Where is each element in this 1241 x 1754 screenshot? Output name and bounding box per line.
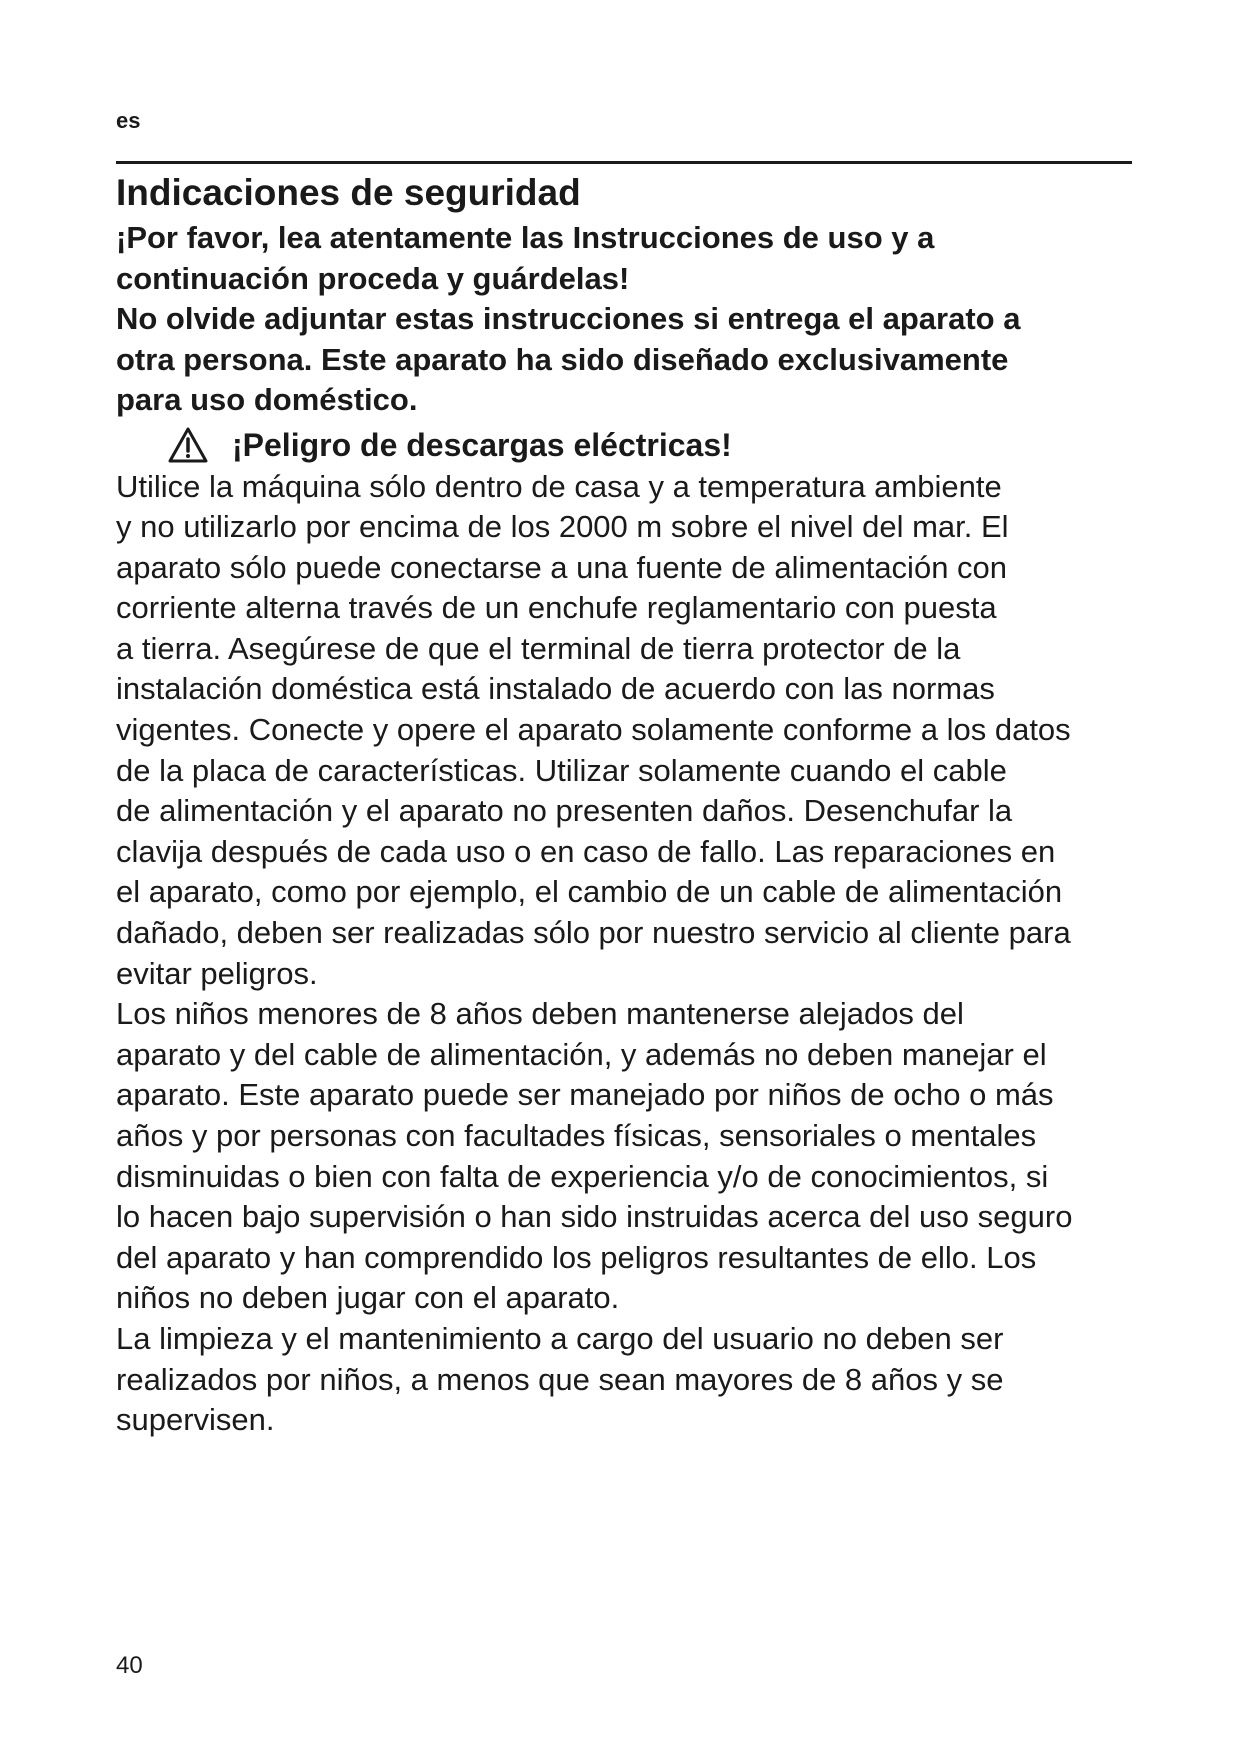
text-line: La limpieza y el mantenimiento a cargo del usuario no deben ser (116, 1320, 1004, 1356)
intro-line: No olvide adjuntar estas instrucciones si entrega el aparato a (116, 301, 1021, 336)
paragraph-cleaning (116, 1319, 1146, 1441)
warning-title: ¡Peligro de descargas eléctricas! (232, 426, 732, 463)
intro-line: ¡Por favor, lea atentamente las Instrucciones de uso y a (116, 220, 935, 255)
text-line: instalación doméstica está instalado de acuerdo con las normas (116, 671, 995, 707)
text-line: Los niños menores de 8 años deben mantenerse alejados del (116, 996, 964, 1032)
intro-line: otra persona. Este aparato ha sido diseñado exclusivamente (116, 341, 1009, 377)
text-line: de la placa de características. Utilizar solamente cuando el cable (116, 752, 1007, 788)
paragraph-electrical (116, 467, 1146, 995)
warning-heading (168, 423, 1146, 467)
page-number: 40 (116, 1652, 143, 1679)
safety-section (116, 168, 1146, 1441)
intro-line: continuación proceda y guárdelas! (116, 260, 630, 296)
intro-notice (116, 218, 1146, 421)
header-divider (116, 161, 1132, 164)
warning-triangle-icon (168, 427, 208, 463)
text-line: aparato. Este aparato puede ser manejado por niños de ocho o más (116, 1077, 1054, 1113)
language-code: es (116, 108, 141, 133)
text-line: vigentes. Conecte y opere el aparato solamente conforme a los datos (116, 712, 1071, 748)
text-line: de alimentación y el aparato no presenten daños. Desenchufar la (116, 793, 1013, 829)
text-line: realizados por niños, a menos que sean mayores de 8 años y se (116, 1361, 1004, 1397)
text-line: evitar peligros. (116, 955, 318, 991)
text-line: corriente alterna través de un enchufe reglamentario con puesta (116, 590, 997, 626)
text-line: aparato sólo puede conectarse a una fuente de alimentación con (116, 549, 1008, 585)
text-line: supervisen. (116, 1402, 275, 1438)
text-line: niños no deben jugar con el aparato. (116, 1280, 620, 1316)
text-line: años y por personas con facultades físicas, sensoriales o mentales (116, 1118, 1037, 1153)
text-line: a tierra. Asegúrese de que el terminal de tierra protector de la (116, 630, 961, 666)
text-line: y no utilizarlo por encima de los 2000 m sobre el nivel del mar. El (116, 509, 1009, 545)
intro-line: para uso doméstico. (116, 382, 418, 417)
text-line: dañado, deben ser realizadas sólo por nuestro servicio al cliente para (116, 915, 1071, 951)
text-line: clavija después de cada uso o en caso de fallo. Las reparaciones en (116, 833, 1056, 869)
section-title: Indicaciones de seguridad (116, 172, 581, 213)
text-line: del aparato y han comprendido los peligros resultantes de ello. Los (116, 1239, 1037, 1275)
text-line: lo hacen bajo supervisión o han sido instruidas acerca del uso seguro (116, 1199, 1073, 1235)
text-line: disminuidas o bien con falta de experiencia y/o de conocimientos, si (116, 1158, 1049, 1194)
paragraph-children (116, 994, 1146, 1319)
text-line: el aparato, como por ejemplo, el cambio de un cable de alimentación (116, 874, 1063, 910)
text-line: Utilice la máquina sólo dentro de casa y a temperatura ambiente (116, 468, 1002, 504)
text-line: aparato y del cable de alimentación, y además no deben manejar el (116, 1036, 1047, 1072)
